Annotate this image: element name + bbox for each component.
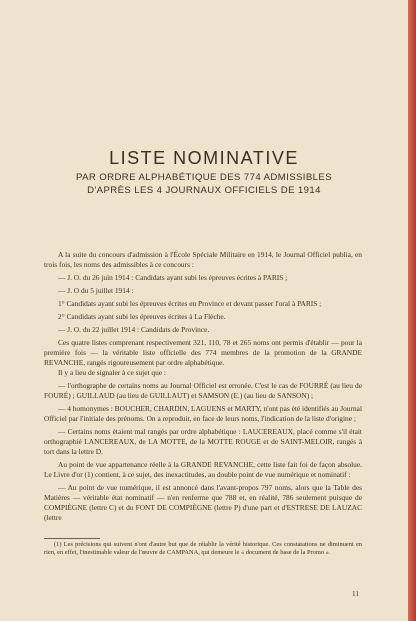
footnote-text: (1) Les précisions qui suivent n'ont d'autre but que de rétablir la vérité historique. Ces constatations ne diminuent en rien, en effet, l'inestimable valeur de l'œuvre de CAMPANA, qui demeure le « document de base de la Promo ». — [44, 541, 362, 557]
paragraph-la-fleche-candidates: 2° Candidats ayant subi les épreuves écrites à La Flèche. — [58, 312, 226, 321]
paragraph-appartenance: Au point de vue appartenance réelle à la GRANDE REVANCHE, cette liste fait foi de façon absolue. Le Livre d'or (1) contient, à ce sujet, des inexactitudes, au double point de vue numérique et nominatif : — [44, 460, 362, 479]
page-number: 11 — [352, 590, 359, 598]
page-title: LISTE NOMINATIVE — [109, 148, 299, 168]
paragraph-province-candidates: 1° Candidats ayant subi les épreuves écrites en Province et devant passer l'oral à PARIS ; — [58, 299, 322, 308]
paragraph-jo-26-juin: — J. O. du 26 juin 1914 : Candidats ayant subi les épreuves écrites à PARIS ; — [58, 273, 288, 282]
paragraph-note-intro: Il y a lieu de signaler à ce sujet que : — [58, 368, 166, 377]
paragraph-four-lists: Ces quatre listes comprenant respectivement 321, 110, 78 et 265 noms ont permis d'établir — pour la première fois — la véritable liste officielle des 774 membres de la promotion de la GRANDE REVANCHE, rangés rigoureusement par ordre alphabétique. — [44, 338, 362, 367]
paragraph-intro: A la suite du concours d'admission à l'École Spéciale Militaire en 1914, le Journal Officiel publia, en trois fois, les noms des admissibles à ce concours : — [44, 250, 362, 269]
paragraph-jo-22-juillet: — J. O. du 22 juillet 1914 : Candidats de Province. — [58, 325, 210, 334]
book-cover-edge — [408, 0, 416, 621]
paragraph-jo-5-juillet: — J. O du 5 juillet 1914 : — [58, 286, 134, 295]
paragraph-orthographe: — l'orthographe de certains noms au Journal Officiel est erronée. C'est le cas de FOURRÉ (au lieu de FOURÉ) ; GUILLAUD (au lieu de GUILLAUT) et SAMSON (E.) (au lieu de SANSON) ; — [44, 381, 362, 400]
paragraph-numerique: — Au point de vue numérique, il est annoncé dans l'avant-propos 797 noms, alors que la Table des Matières — véritable état nominatif — n'en renferme que 788 et, en réalité, 786 seulement puisque de COMPIÈGNE (lettre C) et du FONT DE COMPIÈGNE (lettre P) d'une part et d'ESTRESE DE LAUZAC (lettre — [44, 483, 362, 522]
paragraph-mal-ranges: — Certains noms étaient mal rangés par ordre alphabétique : LAUCEREAUX, placé comme s'il était orthographié LANCEREAUX, de LA MOTTE, de la MOTTE ROUGE et de SAINT-MELOIR, rangés à tort dans la lettre D. — [44, 427, 362, 456]
footnote — [44, 541, 362, 557]
page-subtitle-line-1: PAR ORDRE ALPHABÉTIQUE DES 774 ADMISSIBLES — [75, 172, 332, 183]
footnote-separator — [44, 538, 100, 539]
page-subtitle-line-2: D'APRÈS LES 4 JOURNAUX OFFICIELS DE 1914 — [87, 185, 321, 196]
paragraph-homonymes: — 4 homonymes : BOUCHER, CHARDIN, LAGUENS et MARTY, n'ont pas été identifiés au Journal Officiel par l'initiale des prénoms. On a reproduit, en face de leurs noms, l'indication de la liste d'origine ; — [44, 404, 362, 423]
body-text — [44, 250, 362, 523]
